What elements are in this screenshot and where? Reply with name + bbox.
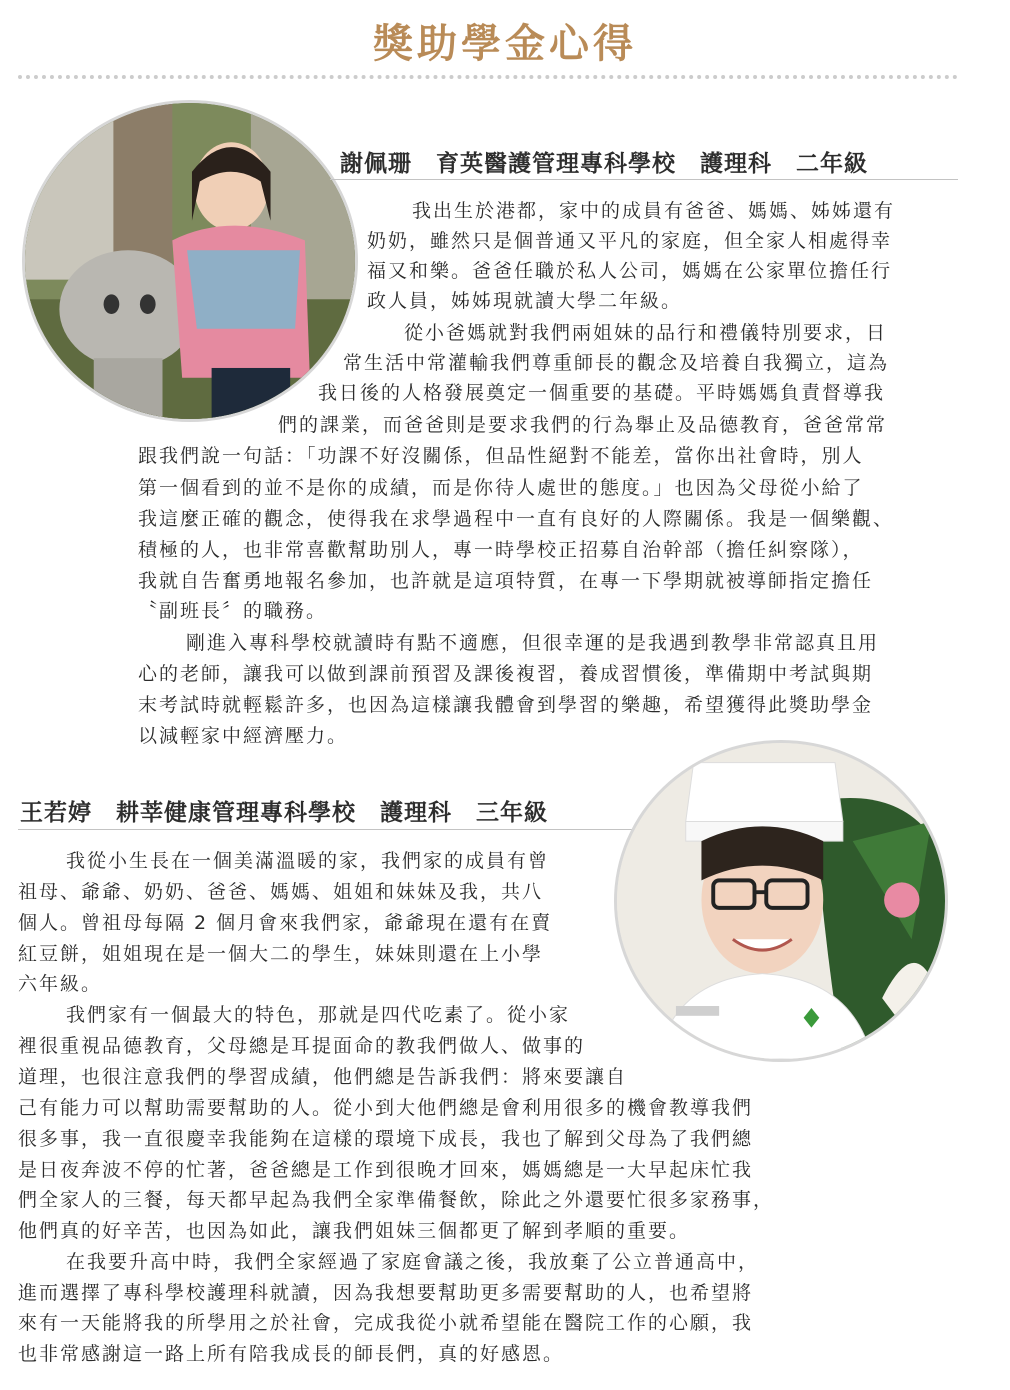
essay-2-line: 個人。曾祖母每隔 2 個月會來我們家，爺爺現在還有在賣	[18, 912, 553, 934]
essay-1-line: 我就自告奮勇地報名參加，也許就是這項特質，在專一下學期就被導師指定擔任	[138, 570, 874, 592]
student-photo-2	[614, 740, 948, 1062]
essay-1-line: 我日後的人格發展奠定一個重要的基礎。平時媽媽負責督導我	[318, 382, 886, 404]
essay-1-line: 跟我們說一句話：「功課不好沒關係，但品性絕對不能差，當你出社會時，別人	[138, 445, 864, 467]
essay-2-line: 是日夜奔波不停的忙著，爸爸總是工作到很晚才回來，媽媽總是一大早起床忙我	[18, 1159, 754, 1181]
essay-1-line: 福又和樂。爸爸任職於私人公司，媽媽在公家單位擔任行	[367, 260, 893, 282]
essay-2-line: 紅豆餅，姐姐現在是一個大二的學生，妹妹則還在上小學	[18, 943, 544, 965]
student-1-header-rule	[330, 179, 958, 180]
student-2-header: 王若婷 耕莘健康管理專科學校 護理科 三年級	[20, 800, 548, 826]
essay-2-line: 六年級。	[18, 973, 103, 995]
essay-1-line: 以減輕家中經濟壓力。	[138, 725, 349, 747]
title-dotted-divider	[18, 75, 958, 79]
student-2-header-rule	[18, 829, 658, 830]
essay-1-line: 積極的人，也非常喜歡幫助別人，專一時學校正招募自治幹部（擔任糾察隊），	[138, 539, 864, 561]
essay-1-line: 我出生於港都，家中的成員有爸爸、媽媽、姊姊還有	[412, 200, 896, 222]
essay-2-line: 很多事，我一直很慶幸我能夠在這樣的環境下成長，我也了解到父母為了我們總	[18, 1128, 754, 1150]
essay-2-line: 道理，也很注意我們的學習成績，他們總是告訴我們：將來要讓自	[18, 1066, 628, 1088]
essay-1-line: 我這麼正確的觀念，使得我在求學過程中一直有良好的人際關係。我是一個樂觀、	[138, 508, 895, 530]
essay-2-line: 裡很重視品德教育，父母總是耳提面命的教我們做人、做事的	[18, 1035, 586, 1057]
essay-1-line: 末考試時就輕鬆許多，也因為這樣讓我體會到學習的樂趣，希望獲得此獎助學金	[138, 694, 874, 716]
essay-2-line: 進而選擇了專科學校護理科就讀，因為我想要幫助更多需要幫助的人，也希望將	[18, 1282, 754, 1304]
essay-2-line: 我們家有一個最大的特色，那就是四代吃素了。從小家	[66, 1004, 571, 1026]
essay-1-line: 從小爸媽就對我們兩姐妹的品行和禮儀特別要求，日	[404, 322, 888, 344]
essay-2-line: 在我要升高中時，我們全家經過了家庭會議之後，我放棄了公立普通高中，	[66, 1251, 760, 1273]
essay-1-line: 政人員，姊姊現就讀大學二年級。	[367, 290, 683, 312]
student-photo-1	[22, 100, 358, 422]
essay-1-line: 常生活中常灌輸我們尊重師長的觀念及培養自我獨立，這為	[343, 352, 890, 374]
essay-2-line: 我從小生長在一個美滿溫暖的家，我們家的成員有曾	[66, 850, 550, 872]
essay-2-line: 也非常感謝這一路上所有陪我成長的師長們，真的好感恩。	[18, 1343, 565, 1365]
essay-2-line: 來有一天能將我的所學用之於社會，完成我從小就希望能在醫院工作的心願，我	[18, 1312, 754, 1334]
essay-1-line: 心的老師，讓我可以做到課前預習及課後複習，養成習慣後，準備期中考試與期	[138, 663, 874, 685]
essay-2-line: 祖母、爺爺、奶奶、爸爸、媽媽、姐姐和妹妹及我，共八	[18, 881, 544, 903]
essay-2-line: 們全家人的三餐，每天都早起為我們全家準備餐飲，除此之外還要忙很多家務事，	[18, 1189, 775, 1211]
student-1-header: 謝佩珊 育英醫護管理專科學校 護理科 二年級	[340, 151, 868, 177]
essay-2-line: 己有能力可以幫助需要幫助的人。從小到大他們總是會利用很多的機會教導我們	[18, 1097, 754, 1119]
essay-1-line: 奶奶，雖然只是個普通又平凡的家庭，但全家人相處得幸	[367, 230, 893, 252]
page-title: 獎助學金心得	[373, 21, 637, 67]
essay-1-line: 們的課業，而爸爸則是要求我們的行為舉止及品德教育，爸爸常常	[278, 414, 888, 436]
essay-1-line: 剛進入專科學校就讀時有點不適應，但很幸運的是我遇到教學非常認真且用	[186, 632, 880, 654]
essay-2-line: 他們真的好辛苦，也因為如此，讓我們姐妹三個都更了解到孝順的重要。	[18, 1220, 691, 1242]
essay-1-line: 第一個看到的並不是你的成績，而是你待人處世的態度。」也因為父母從小給了	[138, 477, 864, 499]
essay-1-line: 〝副班長〞的職務。	[138, 600, 328, 622]
